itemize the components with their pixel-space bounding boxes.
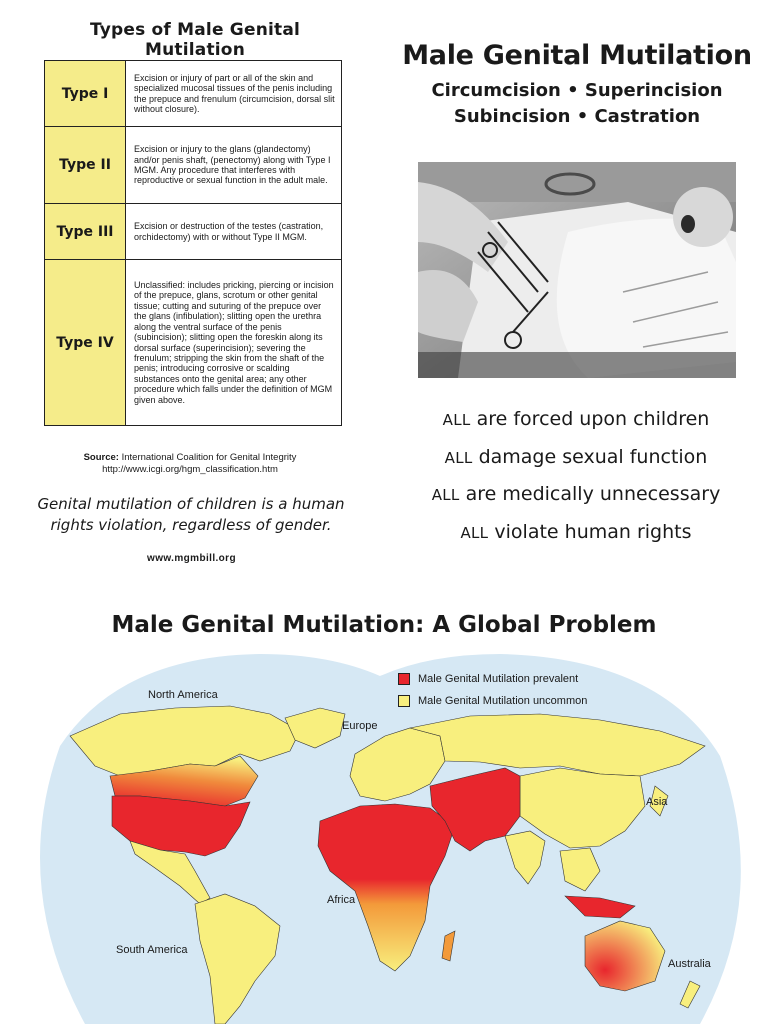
type-description: Unclassified: includes pricking, piercing or incision of the prepuce, glans, scrotum or other genital tissue; cutting and suturing of the prepuce over the glans (infibulation); slitting open the urethra along the ventral surface of the penis (subincision); slitting open the foreskin along its dorsal surface (superincision); severing the frenulum; stripping the skin from the shaft of the penis; introducing corrosive or scalding substances onto the genital area; any other procedure which falls under the definition of MGM given above. [126, 260, 342, 426]
source-label: Source: [83, 452, 119, 463]
type-description: Excision or injury to the glans (glandectomy) and/or penis shaft, (penectomy) along with Type I MGM. Any procedure that interferes with reproductive or sexual function in the adult male. [126, 127, 342, 204]
source-org: International Coalition for Genital Integrity [121, 452, 297, 463]
human-rights-statement: Genital mutilation of children is a human rights violation, regardless of gender. [37, 495, 345, 534]
region-label-asia: Asia [646, 796, 668, 808]
table-row [45, 260, 342, 426]
table-row [45, 61, 342, 127]
type-label: Type II [45, 127, 126, 204]
region-label-africa: Africa [327, 894, 356, 906]
legend-swatch-uncommon [398, 695, 410, 707]
legend-item-prevalent [398, 668, 587, 690]
legend-swatch-prevalent [398, 673, 410, 685]
page-title: Male Genital Mutilation [402, 40, 752, 71]
region-label-australia: Australia [668, 958, 711, 970]
type-label: Type IV [45, 260, 126, 426]
map-title: Male Genital Mutilation: A Global Problem [111, 612, 657, 638]
type-description: Excision or injury of part or all of the skin and specialized mucosal tissues of the penis including the prepuce and frenulum (circumcision, dorsal slit without closure). [126, 61, 342, 127]
source-url[interactable]: http://www.icgi.org/hgm_classification.htm [102, 464, 278, 475]
legend-item-uncommon [398, 690, 587, 712]
infant-procedure-photo [418, 162, 736, 378]
world-map [0, 636, 768, 1024]
type-label: Type I [45, 61, 126, 127]
region-label-north-america: North America [148, 689, 218, 701]
claim-item: ALL are medically unnecessary [431, 483, 721, 505]
map-legend [398, 668, 587, 712]
legend-label: Male Genital Mutilation prevalent [418, 673, 579, 685]
claim-item: ALL damage sexual function [444, 445, 708, 468]
type-label: Type III [45, 204, 126, 260]
table-row [45, 204, 342, 260]
claim-item: ALL are forced upon children [442, 408, 710, 430]
subtitle-line-2: Subincision • Castration [453, 106, 701, 127]
subtitle-line-1: Circumcision • Superincision [431, 80, 723, 101]
claim-item: ALL violate human rights [460, 520, 692, 543]
type-description: Excision or destruction of the testes (castration, orchidectomy) with or without Type II MGM. [126, 204, 342, 260]
claims-list [398, 404, 754, 554]
region-label-south-america: South America [116, 944, 188, 956]
table-row [45, 127, 342, 204]
types-table [44, 60, 342, 426]
legend-label: Male Genital Mutilation uncommon [418, 695, 588, 707]
website-link[interactable]: www.mgmbill.org [147, 553, 236, 564]
region-label-europe: Europe [342, 720, 378, 732]
source-citation [40, 452, 340, 476]
types-title: Types of Male Genital Mutilation [89, 20, 301, 60]
